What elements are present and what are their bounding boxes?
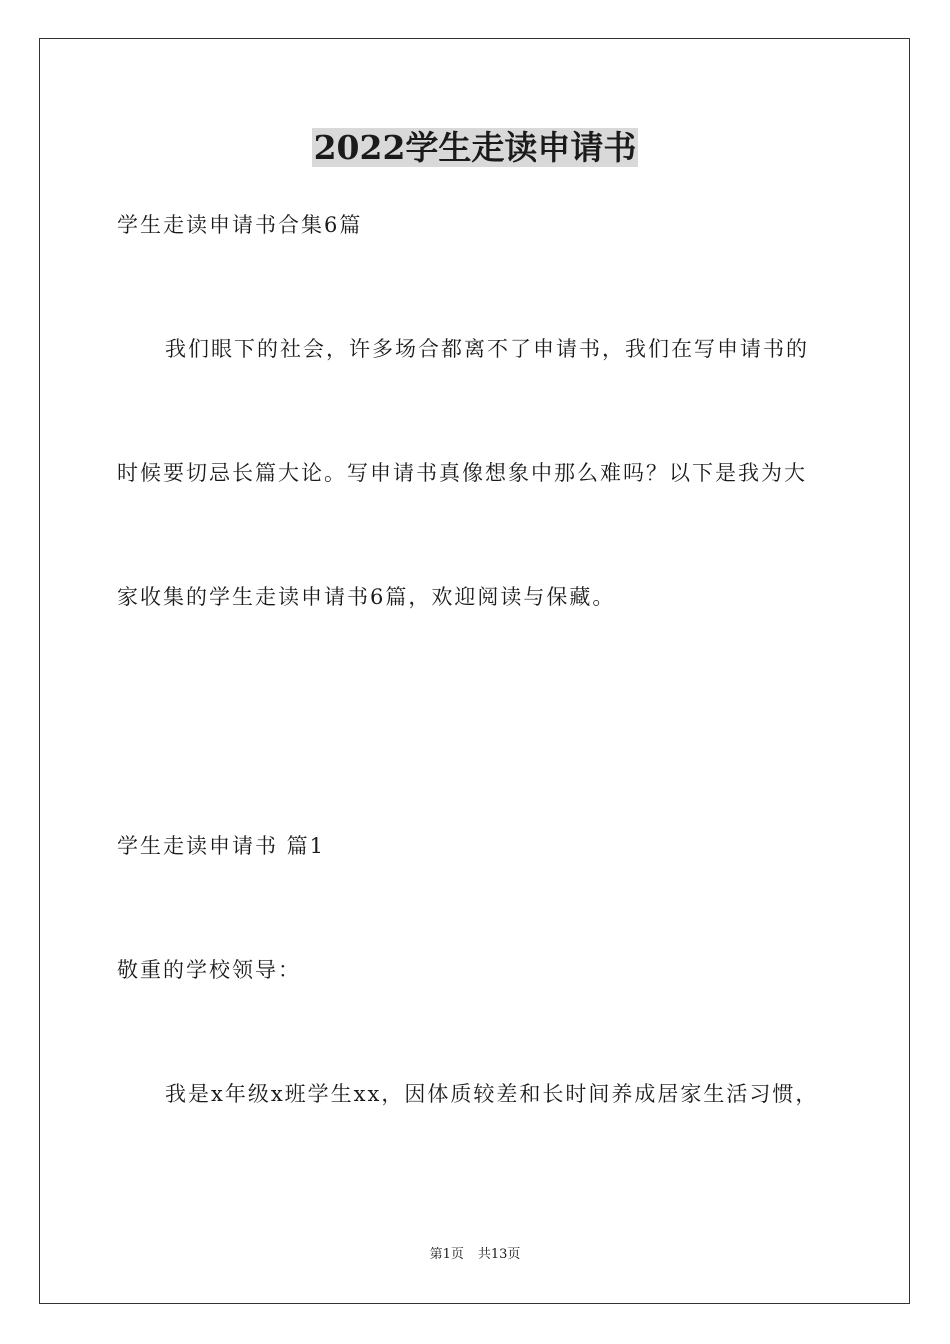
intro-line: 时候要切忌长篇大论。写申请书真像想象中那么难吗？以下是我为大 xyxy=(117,461,807,485)
intro-line: 我们眼下的社会，许多场合都离不了申请书，我们在写申请书的 xyxy=(165,337,809,361)
section-heading: 学生走读申请书 篇1 xyxy=(117,834,326,858)
document-title xyxy=(0,126,950,170)
intro-line: 家收集的学生走读申请书6篇，欢迎阅读与保藏。 xyxy=(117,585,616,609)
page-number-current: 第1页 xyxy=(429,1247,464,1262)
salutation: 敬重的学校领导： xyxy=(117,958,301,982)
document-title-text: 2022学生走读申请书 xyxy=(313,128,637,167)
body-line: 我是x年级x班学生xx，因体质较差和长时间养成居家生活习惯， xyxy=(165,1082,819,1106)
page-footer xyxy=(0,1246,950,1264)
page-number-total: 共13页 xyxy=(477,1247,521,1262)
document-subtitle: 学生走读申请书合集6篇 xyxy=(117,213,363,237)
